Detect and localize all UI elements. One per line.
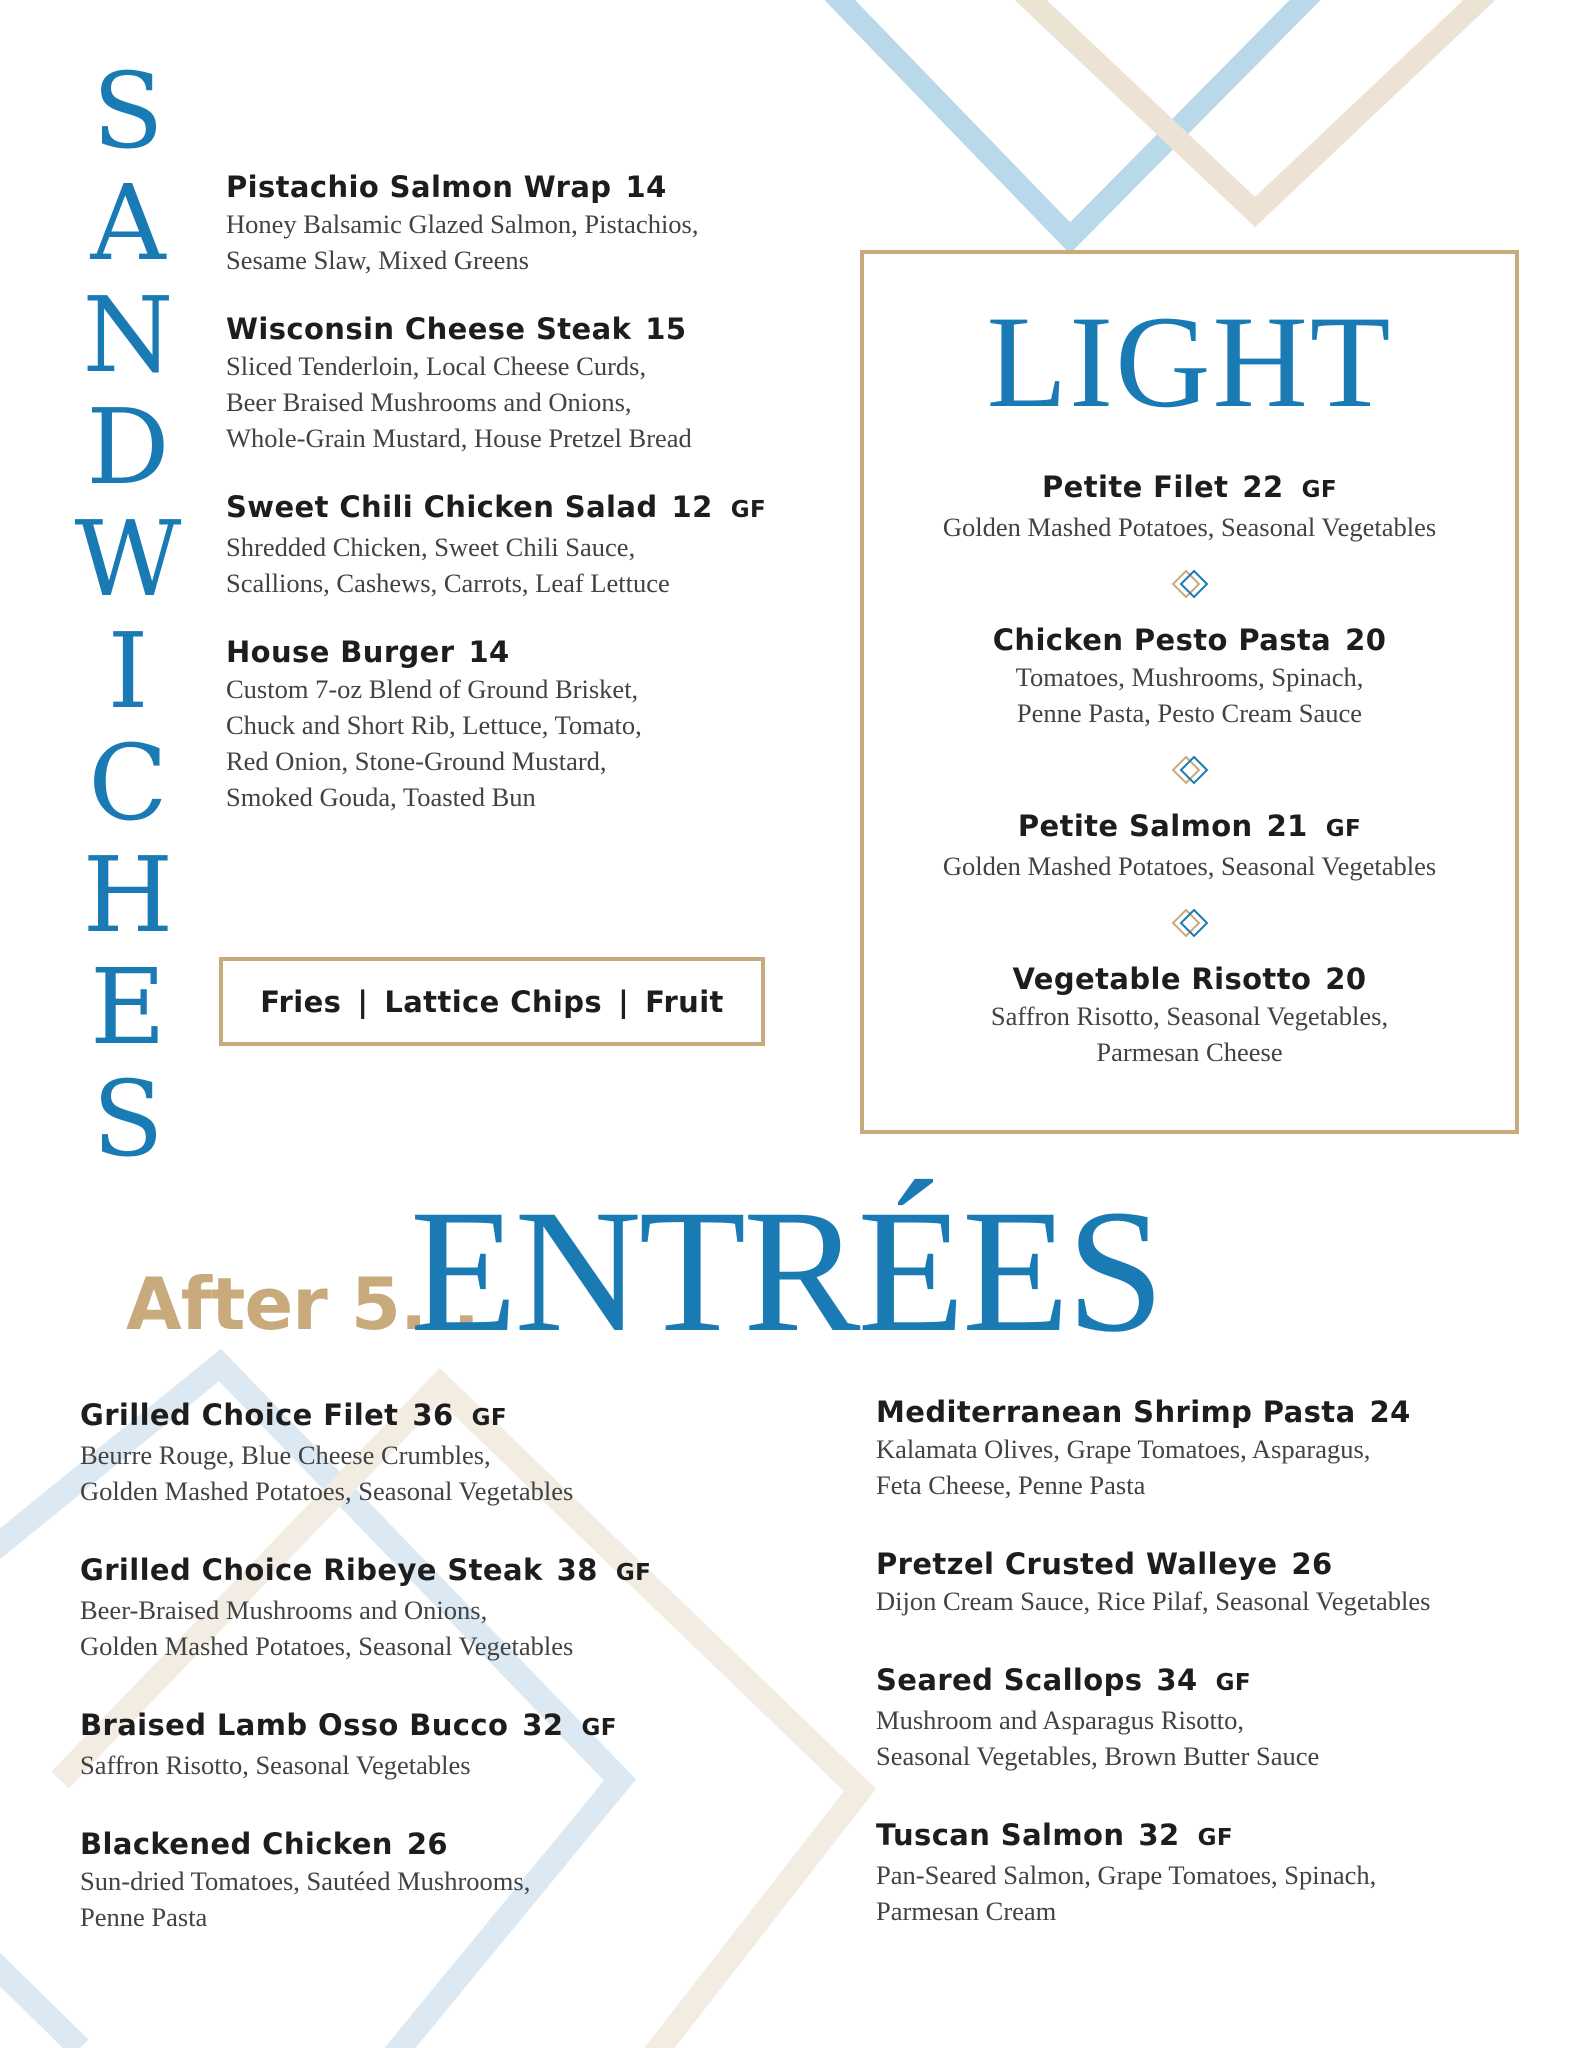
item-title xyxy=(80,1825,780,1863)
item-price: 26 xyxy=(1291,1547,1333,1581)
item-price: 24 xyxy=(1369,1395,1411,1429)
title-letter: N xyxy=(82,274,174,396)
item-description: Penne Pasta xyxy=(80,1902,208,1932)
item-description: Red Onion, Stone-Ground Mustard, xyxy=(226,746,607,776)
item-name: Tuscan Salmon xyxy=(876,1818,1125,1852)
item-price: 20 xyxy=(1325,962,1367,996)
item-description: Saffron Risotto, Seasonal Vegetables xyxy=(80,1750,471,1780)
item-name: Pistachio Salmon Wrap xyxy=(226,170,612,204)
item-price: 12 xyxy=(671,490,713,524)
item-title xyxy=(876,1393,1556,1431)
item-description: Penne Pasta, Pesto Cream Sauce xyxy=(1016,698,1363,728)
menu-item xyxy=(80,1706,780,1783)
side-option: Lattice Chips xyxy=(384,984,603,1019)
menu-item xyxy=(876,1661,1556,1774)
item-title xyxy=(876,1545,1556,1583)
gluten-free-badge: GF xyxy=(615,1560,652,1586)
item-description: Beer Braised Mushrooms and Onions, xyxy=(226,387,632,417)
title-letter: H xyxy=(82,834,174,956)
separator: | xyxy=(618,984,630,1019)
item-price: 32 xyxy=(1138,1818,1180,1852)
sandwiches-vertical-title xyxy=(72,50,184,1180)
menu-item xyxy=(226,488,786,601)
sandwiches-list xyxy=(226,168,786,847)
item-description: Custom 7-oz Blend of Ground Brisket, xyxy=(226,674,639,704)
gluten-free-badge: GF xyxy=(1325,816,1362,842)
entrees-title: ENTRÉES xyxy=(410,1174,1162,1369)
item-price: 15 xyxy=(645,312,687,346)
item-name: House Burger xyxy=(226,635,455,669)
item-description: Parmesan Cheese xyxy=(1096,1037,1283,1067)
item-title xyxy=(226,310,786,348)
gluten-free-badge: GF xyxy=(1215,1670,1251,1696)
item-title xyxy=(226,633,786,671)
title-letter: A xyxy=(90,162,166,284)
item-description: Shredded Chicken, Sweet Chili Sauce, xyxy=(226,532,636,562)
item-price: 20 xyxy=(1345,623,1387,657)
entrees-right-column xyxy=(876,1393,1556,1971)
item-price: 32 xyxy=(522,1708,564,1742)
gluten-free-badge: GF xyxy=(471,1405,507,1431)
title-letter: S xyxy=(92,50,164,172)
menu-item xyxy=(864,621,1515,731)
item-title xyxy=(80,1706,780,1747)
item-title xyxy=(876,1661,1556,1702)
item-price: 36 xyxy=(412,1398,454,1432)
item-name: Seared Scallops xyxy=(876,1663,1143,1697)
item-title xyxy=(864,807,1515,848)
menu-item xyxy=(876,1816,1556,1929)
item-description: Beer-Braised Mushrooms and Onions, xyxy=(80,1595,488,1625)
item-description: Golden Mashed Potatoes, Seasonal Vegetables xyxy=(942,851,1437,881)
item-price: 38 xyxy=(556,1553,598,1587)
item-description: Seasonal Vegetables, Brown Butter Sauce xyxy=(876,1741,1320,1771)
item-description: Beurre Rouge, Blue Cheese Crumbles, xyxy=(80,1440,491,1470)
item-name: Wisconsin Cheese Steak xyxy=(226,312,632,346)
item-title xyxy=(864,621,1515,659)
title-letter: I xyxy=(107,610,149,732)
item-title xyxy=(864,960,1515,998)
item-description: Saffron Risotto, Seasonal Vegetables, xyxy=(990,1001,1389,1031)
item-name: Braised Lamb Osso Bucco xyxy=(80,1708,509,1742)
item-title xyxy=(80,1396,780,1437)
entrees-left-column xyxy=(80,1396,780,1977)
title-letter: W xyxy=(74,498,182,620)
menu-item xyxy=(226,633,786,815)
item-name: Grilled Choice Ribeye Steak xyxy=(80,1553,543,1587)
item-description: Golden Mashed Potatoes, Seasonal Vegetables xyxy=(80,1476,574,1506)
menu-item xyxy=(226,310,786,456)
side-option: Fries xyxy=(260,984,342,1019)
title-letter: D xyxy=(86,386,170,508)
item-name: Chicken Pesto Pasta xyxy=(992,623,1332,657)
item-description: Sun-dried Tomatoes, Sautéed Mushrooms, xyxy=(80,1866,531,1896)
light-list xyxy=(864,468,1515,1070)
item-description: Pan-Seared Salmon, Grape Tomatoes, Spinach, xyxy=(876,1860,1377,1890)
menu-item xyxy=(864,807,1515,884)
item-name: Petite Salmon xyxy=(1017,809,1253,843)
title-letter: C xyxy=(88,722,168,844)
item-name: Grilled Choice Filet xyxy=(80,1398,399,1432)
light-title: LIGHT xyxy=(986,288,1393,435)
gluten-free-badge: GF xyxy=(1197,1825,1233,1851)
item-description: Golden Mashed Potatoes, Seasonal Vegetables xyxy=(942,512,1437,542)
menu-item xyxy=(864,960,1515,1070)
item-price: 21 xyxy=(1266,809,1308,843)
gluten-free-badge: GF xyxy=(581,1715,617,1741)
item-description: Chuck and Short Rib, Lettuce, Tomato, xyxy=(226,710,642,740)
light-menu-box xyxy=(860,250,1519,1134)
diamond-divider-icon xyxy=(1168,906,1212,940)
item-description: Whole-Grain Mustard, House Pretzel Bread xyxy=(226,423,692,453)
diamond-divider-icon xyxy=(1168,567,1212,601)
item-price: 14 xyxy=(625,170,667,204)
item-title xyxy=(80,1551,780,1592)
diamond-divider-icon xyxy=(1168,753,1212,787)
item-price: 26 xyxy=(406,1827,449,1861)
item-name: Blackened Chicken xyxy=(80,1827,393,1861)
after-five-label: After 5... xyxy=(126,1262,480,1346)
gluten-free-badge: GF xyxy=(730,497,767,523)
menu-item xyxy=(226,168,786,278)
item-description: Smoked Gouda, Toasted Bun xyxy=(226,782,536,812)
separator: | xyxy=(357,984,369,1019)
item-description: Scallions, Cashews, Carrots, Leaf Lettuce xyxy=(226,568,670,598)
item-name: Sweet Chili Chicken Salad xyxy=(226,490,658,524)
item-price: 34 xyxy=(1156,1663,1198,1697)
item-title xyxy=(864,468,1515,509)
side-option: Fruit xyxy=(645,984,724,1019)
menu-item xyxy=(864,468,1515,545)
menu-item xyxy=(80,1825,780,1935)
item-description: Dijon Cream Sauce, Rice Pilaf, Seasonal Vegetables xyxy=(876,1586,1431,1616)
item-name: Petite Filet xyxy=(1042,470,1229,504)
item-price: 14 xyxy=(468,635,510,669)
item-description: Golden Mashed Potatoes, Seasonal Vegetables xyxy=(80,1631,574,1661)
item-name: Mediterranean Shrimp Pasta xyxy=(876,1395,1356,1429)
menu-item xyxy=(876,1393,1556,1503)
title-letter: S xyxy=(92,1058,164,1180)
item-name: Vegetable Risotto xyxy=(1012,962,1312,996)
item-description: Feta Cheese, Penne Pasta xyxy=(876,1470,1146,1500)
item-title xyxy=(876,1816,1556,1857)
item-price: 22 xyxy=(1242,470,1284,504)
item-title xyxy=(226,488,786,529)
item-description: Sliced Tenderloin, Local Cheese Curds, xyxy=(226,351,647,381)
item-description: Mushroom and Asparagus Risotto, xyxy=(876,1705,1245,1735)
item-description: Parmesan Cream xyxy=(876,1896,1057,1926)
item-description: Sesame Slaw, Mixed Greens xyxy=(226,245,529,275)
menu-item xyxy=(876,1545,1556,1619)
item-name: Pretzel Crusted Walleye xyxy=(876,1547,1278,1581)
gluten-free-badge: GF xyxy=(1301,477,1337,503)
item-description: Kalamata Olives, Grape Tomatoes, Asparagus, xyxy=(876,1434,1371,1464)
sides-box xyxy=(219,957,765,1046)
title-letter: E xyxy=(90,946,166,1068)
item-description: Tomatoes, Mushrooms, Spinach, xyxy=(1015,662,1364,692)
menu-item xyxy=(80,1396,780,1509)
item-description: Honey Balsamic Glazed Salmon, Pistachios, xyxy=(226,209,699,239)
menu-item xyxy=(80,1551,780,1664)
item-title xyxy=(226,168,786,206)
